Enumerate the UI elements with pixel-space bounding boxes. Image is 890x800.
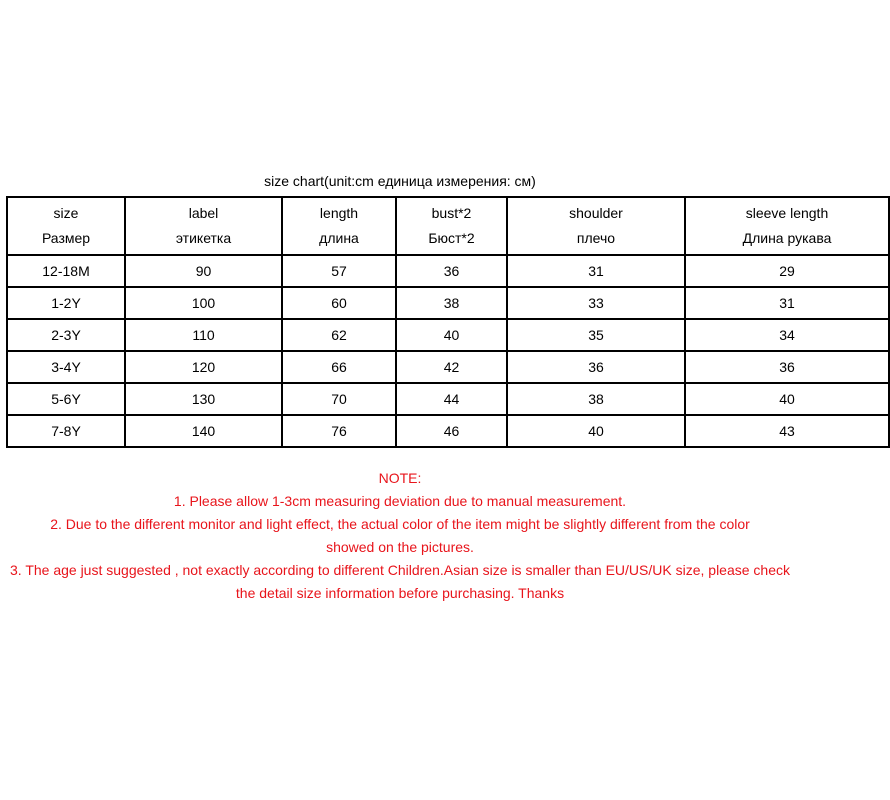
sleeve-length-cell: 34	[685, 319, 889, 351]
note-3-line-1: 3. The age just suggested , not exactly according to different Children.Asian size is smaller than EU/US/UK size, please check	[10, 562, 790, 578]
header-label-en: length	[319, 205, 359, 221]
shoulder-cell: 40	[507, 415, 685, 447]
table-row	[7, 415, 889, 447]
table-row	[7, 351, 889, 383]
chart-title: size chart(unit:cm единица измерения: см)	[264, 173, 536, 189]
shoulder-cell: 36	[507, 351, 685, 383]
label-cell: 140	[125, 415, 282, 447]
length-cell: 62	[282, 319, 396, 351]
size-cell: 5-6Y	[7, 383, 125, 415]
label-cell: 110	[125, 319, 282, 351]
shoulder-cell: 35	[507, 319, 685, 351]
header-label-en: label	[188, 205, 219, 221]
header-cell-shoulder	[507, 197, 685, 255]
sleeve-length-cell: 29	[685, 255, 889, 287]
shoulder-cell: 33	[507, 287, 685, 319]
sleeve-length-cell: 36	[685, 351, 889, 383]
note-2-line-1: 2. Due to the different monitor and light effect, the actual color of the item might be slightly different from the color	[50, 516, 750, 532]
length-cell: 60	[282, 287, 396, 319]
header-cell-sleeve-length	[685, 197, 889, 255]
table-row	[7, 383, 889, 415]
length-cell: 70	[282, 383, 396, 415]
header-cell-bust	[396, 197, 507, 255]
shoulder-cell: 38	[507, 383, 685, 415]
notes-section	[0, 467, 800, 605]
size-cell: 3-4Y	[7, 351, 125, 383]
size-table	[6, 196, 890, 448]
header-label-en: shoulder	[569, 205, 623, 221]
bust-cell: 40	[396, 319, 507, 351]
length-cell: 66	[282, 351, 396, 383]
label-cell: 130	[125, 383, 282, 415]
note-1: 1. Please allow 1-3cm measuring deviation due to manual measurement.	[173, 493, 627, 509]
header-label-ru: длина	[319, 230, 359, 246]
header-label-ru: Длина рукава	[742, 230, 832, 246]
header-label-ru: Бюст*2	[428, 230, 475, 246]
table-row	[7, 319, 889, 351]
bust-cell: 42	[396, 351, 507, 383]
length-cell: 57	[282, 255, 396, 287]
sleeve-length-cell: 31	[685, 287, 889, 319]
note-3-line-2: the detail size information before purchasing. Thanks	[235, 585, 565, 601]
header-label-ru: Размер	[41, 230, 91, 246]
label-cell: 120	[125, 351, 282, 383]
label-cell: 100	[125, 287, 282, 319]
bust-cell: 36	[396, 255, 507, 287]
table-row	[7, 255, 889, 287]
table-header-row	[7, 197, 889, 255]
sleeve-length-cell: 43	[685, 415, 889, 447]
header-label-ru: плечо	[576, 230, 616, 246]
size-cell: 12-18M	[7, 255, 125, 287]
header-label-en: sleeve length	[745, 205, 829, 221]
note-2-line-2: showed on the pictures.	[326, 539, 474, 555]
header-label-en: bust*2	[431, 205, 472, 221]
header-cell-size	[7, 197, 125, 255]
table-row	[7, 287, 889, 319]
header-cell-label	[125, 197, 282, 255]
size-cell: 7-8Y	[7, 415, 125, 447]
notes-heading: NOTE:	[378, 470, 422, 486]
bust-cell: 44	[396, 383, 507, 415]
label-cell: 90	[125, 255, 282, 287]
shoulder-cell: 31	[507, 255, 685, 287]
length-cell: 76	[282, 415, 396, 447]
header-label-ru: этикетка	[175, 230, 232, 246]
size-cell: 2-3Y	[7, 319, 125, 351]
bust-cell: 38	[396, 287, 507, 319]
size-cell: 1-2Y	[7, 287, 125, 319]
bust-cell: 46	[396, 415, 507, 447]
header-label-en: size	[53, 205, 79, 221]
sleeve-length-cell: 40	[685, 383, 889, 415]
header-cell-length	[282, 197, 396, 255]
